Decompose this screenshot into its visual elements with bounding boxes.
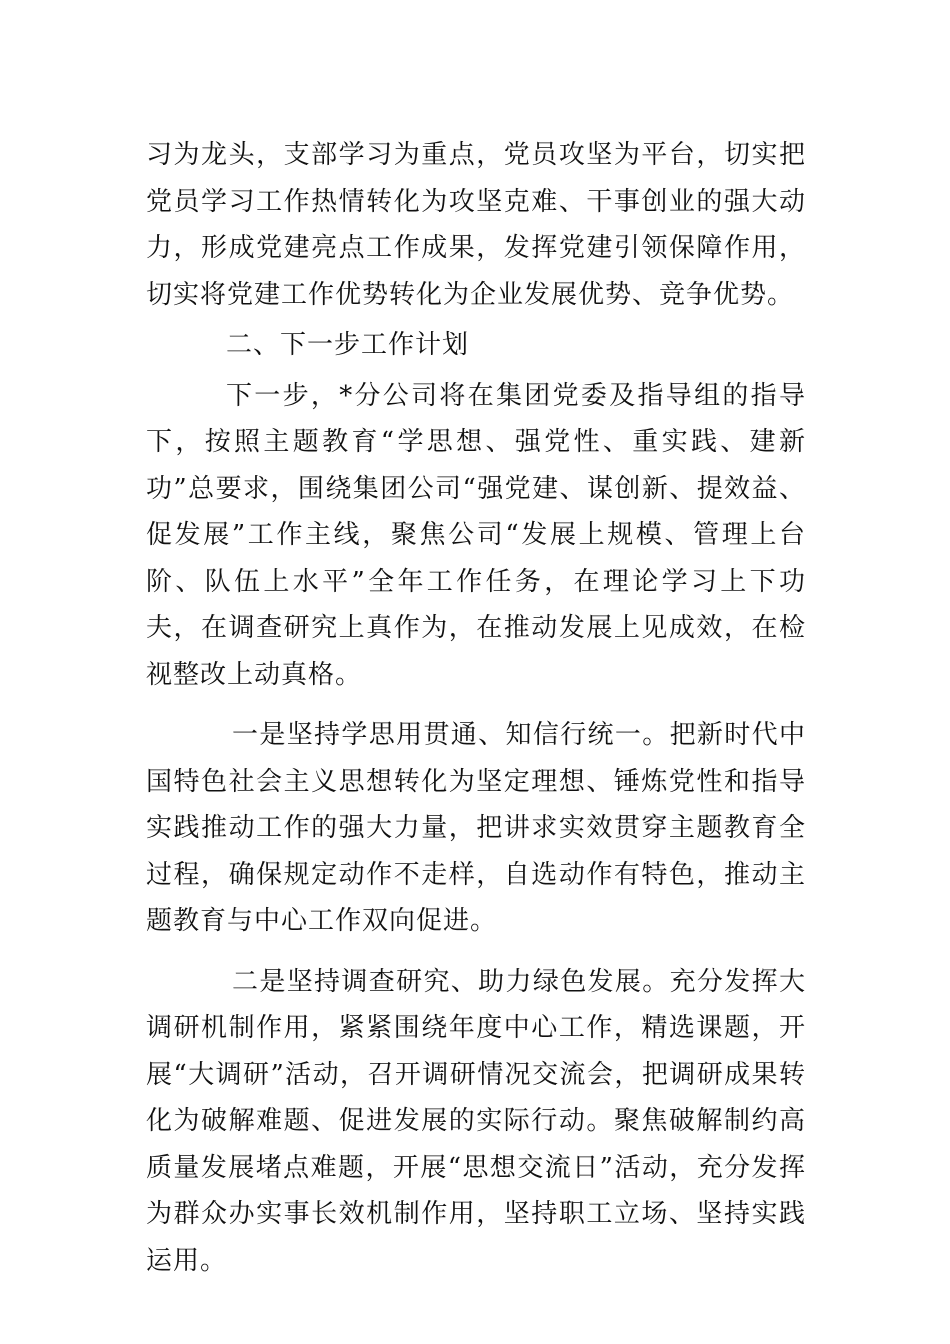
paragraph-continuation: 习为龙头，支部学习为重点，党员攻坚为平台，切实把党员学习工作热情转化为攻坚克难、干事创业的强大动力，形成党建亮点工作成果，发挥党建引领保障作用，切实将党建工作优势转化为企业发展优势、竞争优势。 — [146, 140, 806, 310]
paragraph-point-one: 一是坚持学思用贯通、知信行统一。把新时代中国特色社会主义思想转化为坚定理想、锤炼党性和指导实践推动工作的强大力量，把讲求实效贯穿主题教育全过程，确保规定动作不走样，自选动作有特色，推动主题教育与中心工作双向促进。 — [146, 720, 806, 936]
paragraph-next-step-overview: 下一步，*分公司将在集团党委及指导组的指导下，按照主题教育“学思想、强党性、重实践、建新功”总要求，围绕集团公司“强党建、谋创新、提效益、促发展”工作主线，聚焦公司“发展上规模、管理上台阶、队伍上水平”全年工作任务，在理论学习上下功夫，在调查研究上真作为，在推动发展上见成效，在检视整改上动真格。 — [146, 380, 806, 690]
document-body — [146, 132, 806, 1284]
section-heading-next-steps: 二、下一步工作计划 — [226, 330, 470, 360]
paragraph-point-two: 二是坚持调查研究、助力绿色发展。充分发挥大调研机制作用，紧紧围绕年度中心工作，精选课题，开展“大调研”活动，召开调研情况交流会，把调研成果转化为破解难题、促进发展的实际行动。聚焦破解制约高质量发展堵点难题，开展“思想交流日”活动，充分发挥为群众办实事长效机制作用，坚持职工立场、坚持实践运用。 — [146, 966, 806, 1276]
